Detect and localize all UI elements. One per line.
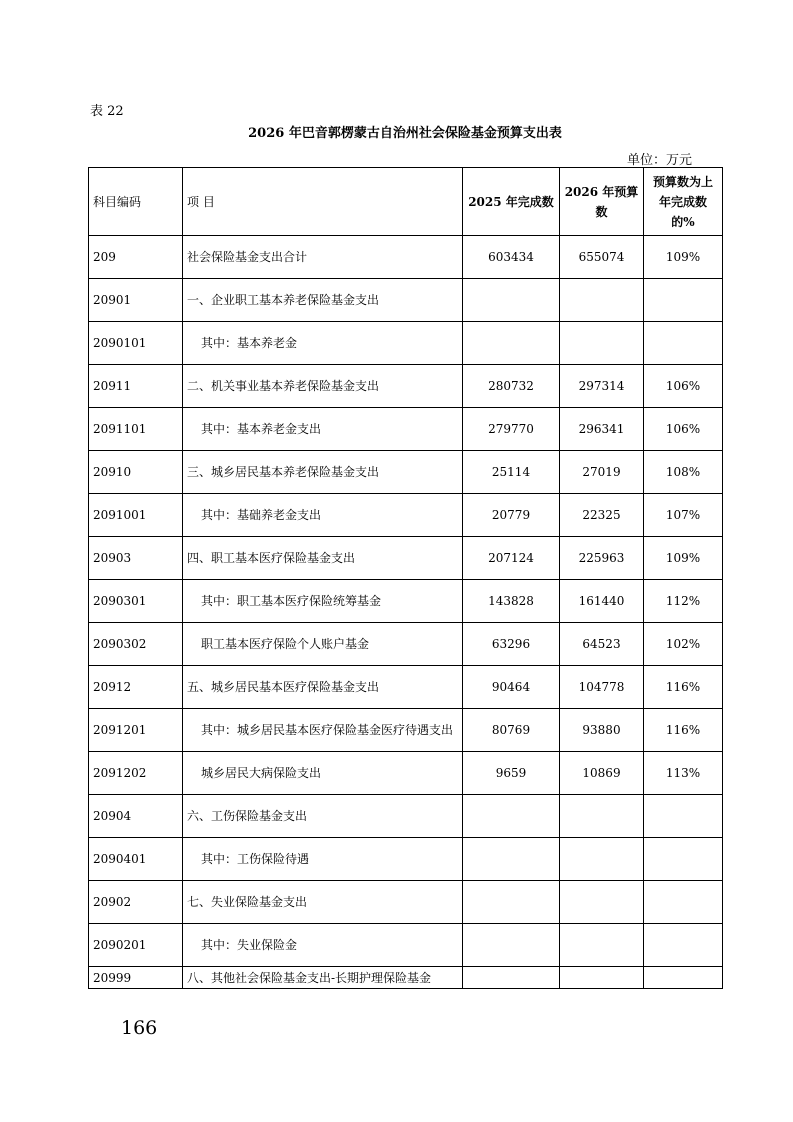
row-value-2026 xyxy=(560,322,644,365)
table-row xyxy=(89,494,723,537)
row-value-2026: 27019 xyxy=(560,451,644,494)
row-value-2026: 161440 xyxy=(560,580,644,623)
row-value-2025: 603434 xyxy=(463,236,560,279)
row-code: 2090401 xyxy=(89,838,183,881)
row-value-2026 xyxy=(560,967,644,989)
row-item: 五、城乡居民基本医疗保险基金支出 xyxy=(183,666,463,709)
row-percent: 109% xyxy=(644,236,723,279)
row-percent: 109% xyxy=(644,537,723,580)
row-value-2026: 297314 xyxy=(560,365,644,408)
row-value-2026: 64523 xyxy=(560,623,644,666)
table-row xyxy=(89,322,723,365)
row-value-2025: 280732 xyxy=(463,365,560,408)
row-value-2025 xyxy=(463,924,560,967)
row-code: 2091201 xyxy=(89,709,183,752)
row-code: 20911 xyxy=(89,365,183,408)
page-number: 166 xyxy=(121,1017,158,1039)
row-item: 其中：工伤保险待遇 xyxy=(183,838,463,881)
row-item: 二、机关事业基本养老保险基金支出 xyxy=(183,365,463,408)
row-value-2025 xyxy=(463,322,560,365)
row-item: 城乡居民大病保险支出 xyxy=(183,752,463,795)
row-item: 四、职工基本医疗保险基金支出 xyxy=(183,537,463,580)
row-code: 20999 xyxy=(89,967,183,989)
table-row xyxy=(89,580,723,623)
budget-table xyxy=(88,167,723,989)
row-percent: 106% xyxy=(644,365,723,408)
row-percent xyxy=(644,881,723,924)
table-row xyxy=(89,537,723,580)
row-item: 其中：失业保险金 xyxy=(183,924,463,967)
header-code: 科目编码 xyxy=(89,168,183,236)
table-row xyxy=(89,451,723,494)
row-value-2025: 20779 xyxy=(463,494,560,537)
row-percent xyxy=(644,322,723,365)
unit-label: 单位：万元 xyxy=(627,153,693,168)
row-item: 三、城乡居民基本养老保险基金支出 xyxy=(183,451,463,494)
row-percent: 108% xyxy=(644,451,723,494)
row-value-2026 xyxy=(560,279,644,322)
table-row xyxy=(89,623,723,666)
header-item: 项 目 xyxy=(183,168,463,236)
row-value-2025: 279770 xyxy=(463,408,560,451)
table-row xyxy=(89,666,723,709)
row-percent xyxy=(644,967,723,989)
row-code: 2090201 xyxy=(89,924,183,967)
row-value-2025: 90464 xyxy=(463,666,560,709)
table-row xyxy=(89,365,723,408)
row-code: 20912 xyxy=(89,666,183,709)
table-row xyxy=(89,881,723,924)
row-value-2025: 9659 xyxy=(463,752,560,795)
row-value-2026 xyxy=(560,924,644,967)
row-item: 其中：城乡居民基本医疗保险基金医疗待遇支出 xyxy=(183,709,463,752)
row-value-2025: 25114 xyxy=(463,451,560,494)
table-header-row xyxy=(89,168,723,236)
row-percent: 107% xyxy=(644,494,723,537)
row-code: 2090101 xyxy=(89,322,183,365)
row-item: 一、企业职工基本养老保险基金支出 xyxy=(183,279,463,322)
row-value-2025 xyxy=(463,279,560,322)
row-code: 20904 xyxy=(89,795,183,838)
row-item: 其中：基础养老金支出 xyxy=(183,494,463,537)
row-code: 20901 xyxy=(89,279,183,322)
table-body xyxy=(89,236,723,989)
table-row xyxy=(89,408,723,451)
row-percent: 116% xyxy=(644,666,723,709)
table-row xyxy=(89,838,723,881)
row-value-2025 xyxy=(463,838,560,881)
row-value-2025: 63296 xyxy=(463,623,560,666)
row-code: 2090301 xyxy=(89,580,183,623)
row-value-2025 xyxy=(463,795,560,838)
table-row xyxy=(89,967,723,989)
table-title: 2026 年巴音郭楞蒙古自治州社会保险基金预算支出表 xyxy=(248,126,562,141)
header-2026: 2026 年预算数 xyxy=(560,168,644,236)
row-percent xyxy=(644,838,723,881)
row-value-2026 xyxy=(560,838,644,881)
row-value-2026: 93880 xyxy=(560,709,644,752)
table-row xyxy=(89,752,723,795)
row-item: 八、其他社会保险基金支出-长期护理保险基金 xyxy=(183,967,463,989)
row-value-2025: 143828 xyxy=(463,580,560,623)
row-value-2026 xyxy=(560,795,644,838)
row-percent: 116% xyxy=(644,709,723,752)
row-code: 20903 xyxy=(89,537,183,580)
row-percent xyxy=(644,795,723,838)
row-value-2025: 207124 xyxy=(463,537,560,580)
row-value-2026: 104778 xyxy=(560,666,644,709)
row-value-2026: 296341 xyxy=(560,408,644,451)
row-value-2026: 10869 xyxy=(560,752,644,795)
row-code: 2091001 xyxy=(89,494,183,537)
row-code: 20910 xyxy=(89,451,183,494)
row-value-2026: 225963 xyxy=(560,537,644,580)
row-code: 2091202 xyxy=(89,752,183,795)
row-percent: 113% xyxy=(644,752,723,795)
row-code: 2090302 xyxy=(89,623,183,666)
row-item: 六、工伤保险基金支出 xyxy=(183,795,463,838)
row-item: 社会保险基金支出合计 xyxy=(183,236,463,279)
row-code: 2091101 xyxy=(89,408,183,451)
row-percent xyxy=(644,924,723,967)
row-value-2025 xyxy=(463,967,560,989)
row-percent: 106% xyxy=(644,408,723,451)
table-row xyxy=(89,924,723,967)
table-row xyxy=(89,279,723,322)
row-percent: 102% xyxy=(644,623,723,666)
row-code: 209 xyxy=(89,236,183,279)
row-value-2026: 22325 xyxy=(560,494,644,537)
row-item: 七、失业保险基金支出 xyxy=(183,881,463,924)
row-value-2026: 655074 xyxy=(560,236,644,279)
row-value-2026 xyxy=(560,881,644,924)
table-row xyxy=(89,795,723,838)
table-row xyxy=(89,709,723,752)
row-value-2025: 80769 xyxy=(463,709,560,752)
row-item: 其中：基本养老金支出 xyxy=(183,408,463,451)
row-value-2025 xyxy=(463,881,560,924)
header-pct: 预算数为上年完成数的% xyxy=(644,168,723,236)
table-number: 表 22 xyxy=(90,104,124,119)
row-item: 职工基本医疗保险个人账户基金 xyxy=(183,623,463,666)
row-percent: 112% xyxy=(644,580,723,623)
row-code: 20902 xyxy=(89,881,183,924)
header-2025: 2025 年完成数 xyxy=(463,168,560,236)
row-percent xyxy=(644,279,723,322)
row-item: 其中：基本养老金 xyxy=(183,322,463,365)
row-item: 其中：职工基本医疗保险统筹基金 xyxy=(183,580,463,623)
table-row xyxy=(89,236,723,279)
